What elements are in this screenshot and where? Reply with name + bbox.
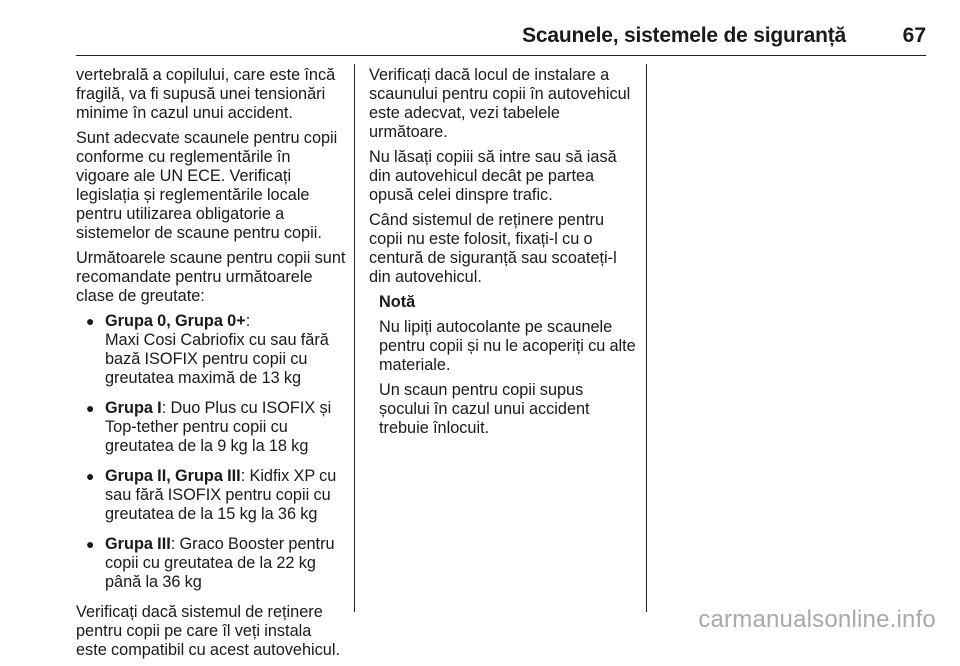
bullet-icon: ● <box>86 313 95 329</box>
paragraph: Sunt adecvate scaunele pentru copii conforme cu reglementările în vigoare ale UN ECE. Verificați legislația și reglementările locale pentru utilizarea obligatorie a sistemelor de scaune pentru copii. <box>76 129 338 242</box>
item-text: Duo Plus cu ISOFIX și Top-tether pentru copii cu greutatea de la 9 kg la 18 kg <box>105 399 332 455</box>
paragraph: Când sistemul de reținere pentru copii nu este folosit, fixați-l cu o centură de siguranță sau scoateți-l din autovehicul. <box>369 211 617 286</box>
note-box <box>369 293 637 438</box>
bullet-icon: ● <box>86 536 95 552</box>
list-item: ● Grupa III: Graco Booster pentru copii cu greutatea de la 22 kg până la 36 kg <box>86 535 335 591</box>
paragraph: vertebrală a copilului, care este încă fragilă, va fi supusă unei tensionări minime în cazul unui accident. <box>76 66 336 122</box>
list-item: ● Grupa I: Duo Plus cu ISOFIX și Top-tether pentru copii cu greutatea de la 9 kg la 18 kg <box>86 399 332 455</box>
page-header <box>76 24 926 54</box>
group-label: Grupa 0, Grupa 0+ <box>105 312 246 330</box>
paragraph: Verificați dacă sistemul de reținere pentru copii pe care îl veți instala este compatibil cu acest autovehicul. <box>76 603 340 659</box>
paragraph: Verificați dacă locul de instalare a scaunului pentru copii în autovehicul este adecvat, vezi tabelele următoare. <box>369 66 631 141</box>
child-seat-list <box>76 312 346 592</box>
column-divider-right <box>646 64 647 612</box>
left-column <box>76 66 346 666</box>
group-label: Grupa III <box>105 535 171 553</box>
bullet-icon: ● <box>86 468 95 484</box>
item-text: Kidfix XP cu sau fără ISOFIX pentru copii cu greutatea de la 15 kg la 36 kg <box>105 467 337 523</box>
paragraph: Următoarele scaune pentru copii sunt recomandate pentru următoarele clase de greutate: <box>76 249 346 305</box>
group-label: Grupa I <box>105 399 162 417</box>
bullet-icon: ● <box>86 400 95 416</box>
column-divider-left <box>354 64 355 612</box>
header-rule <box>76 55 926 56</box>
paragraph: Nu lăsați copiii să intre sau să iasă din autovehicul decât pe partea opusă celei dinspre trafic. <box>369 148 617 204</box>
item-text: Maxi Cosi Cabriofix cu sau fără bază ISOFIX pentru copii cu greutatea maximă de 13 kg <box>105 331 329 387</box>
group-label: Grupa II, Grupa III <box>105 467 241 485</box>
list-item: ● Grupa 0, Grupa 0+: Maxi Cosi Cabriofix cu sau fără bază ISOFIX pentru copii cu greutatea maximă de 13 kg <box>86 312 329 387</box>
item-text: Graco Booster pentru copii cu greutatea de la 22 kg până la 36 kg <box>105 535 335 591</box>
note-paragraph: Un scaun pentru copii supus șocului în cazul unui accident trebuie înlocuit. <box>379 381 590 437</box>
middle-column <box>369 66 637 444</box>
note-title: Notă <box>379 293 416 311</box>
page-number: 67 <box>902 24 926 47</box>
list-item: ● Grupa II, Grupa III: Kidfix XP cu sau fără ISOFIX pentru copii cu greutatea de la 15 kg la 36 kg <box>86 467 337 523</box>
watermark: carmanualsonline.info <box>698 606 936 633</box>
page-title: Scaunele, sistemele de siguranță <box>522 24 846 47</box>
note-paragraph: Nu lipiți autocolante pe scaunele pentru copii și nu le acoperiți cu alte materiale. <box>379 318 636 374</box>
